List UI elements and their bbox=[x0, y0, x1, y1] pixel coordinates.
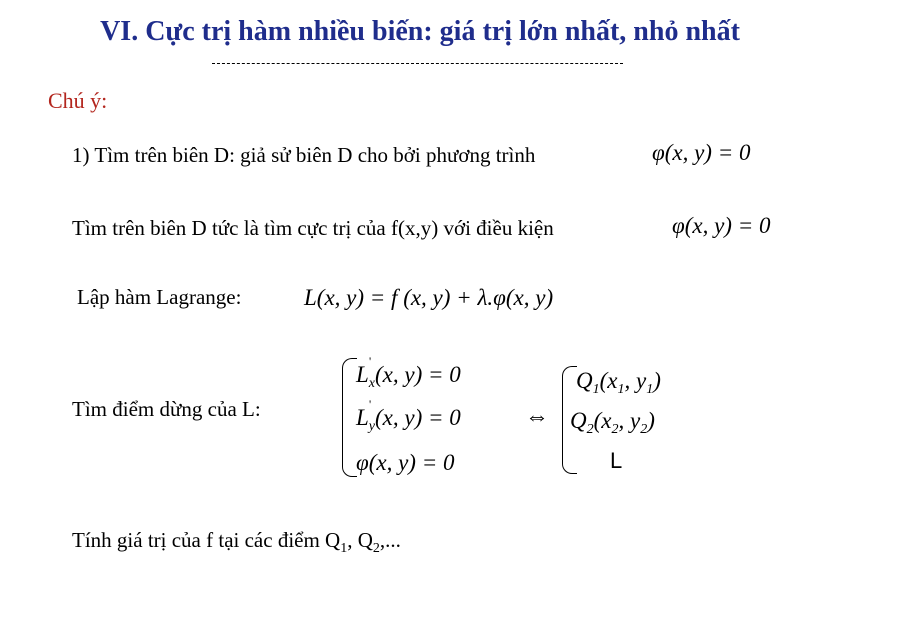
title-divider bbox=[212, 63, 623, 64]
lagrange-function: L(x, y) = f (x, y) + λ.φ(x, y) bbox=[304, 285, 554, 310]
page-title: VI. Cực trị hàm nhiều biến: giá trị lớn nhất, nhỏ nhất bbox=[100, 16, 740, 47]
solution-q1: $Q_1(x_1$, $y_1$) bbox=[576, 368, 661, 397]
solution-q2: $Q_2(x_2$, $y_2$) bbox=[570, 408, 655, 437]
evaluate-statement: Tính giá trị của f tại các điểm $Q_1$, $Q_2$,... bbox=[72, 528, 401, 556]
system-left-brace bbox=[342, 358, 357, 477]
constraint-equation: φ(x, y) = 0 bbox=[672, 213, 771, 238]
equation-constraint: φ(x, y) = 0 bbox=[356, 450, 455, 475]
stationary-label: Tìm điểm dừng của L: bbox=[72, 397, 261, 421]
lagrange-label: Lập hàm Lagrange: bbox=[77, 285, 242, 309]
equation-ly: L '$_y(x$, y) = 0 bbox=[356, 405, 461, 431]
note-label: Chú ý: bbox=[48, 88, 108, 113]
equation-lx: L '$_x(x$, y) = 0 bbox=[356, 362, 461, 388]
equivalence-symbol: ⇔ bbox=[525, 404, 549, 430]
solution-continuation: L bbox=[610, 448, 623, 473]
boundary-equation: φ(x, y) = 0 bbox=[652, 140, 751, 165]
boundary-statement: 1) Tìm trên biên D: giả sử biên D cho bởi phương trình bbox=[72, 143, 536, 167]
constraint-statement: Tìm trên biên D tức là tìm cực trị của f(x,y) với điều kiện bbox=[72, 216, 554, 240]
